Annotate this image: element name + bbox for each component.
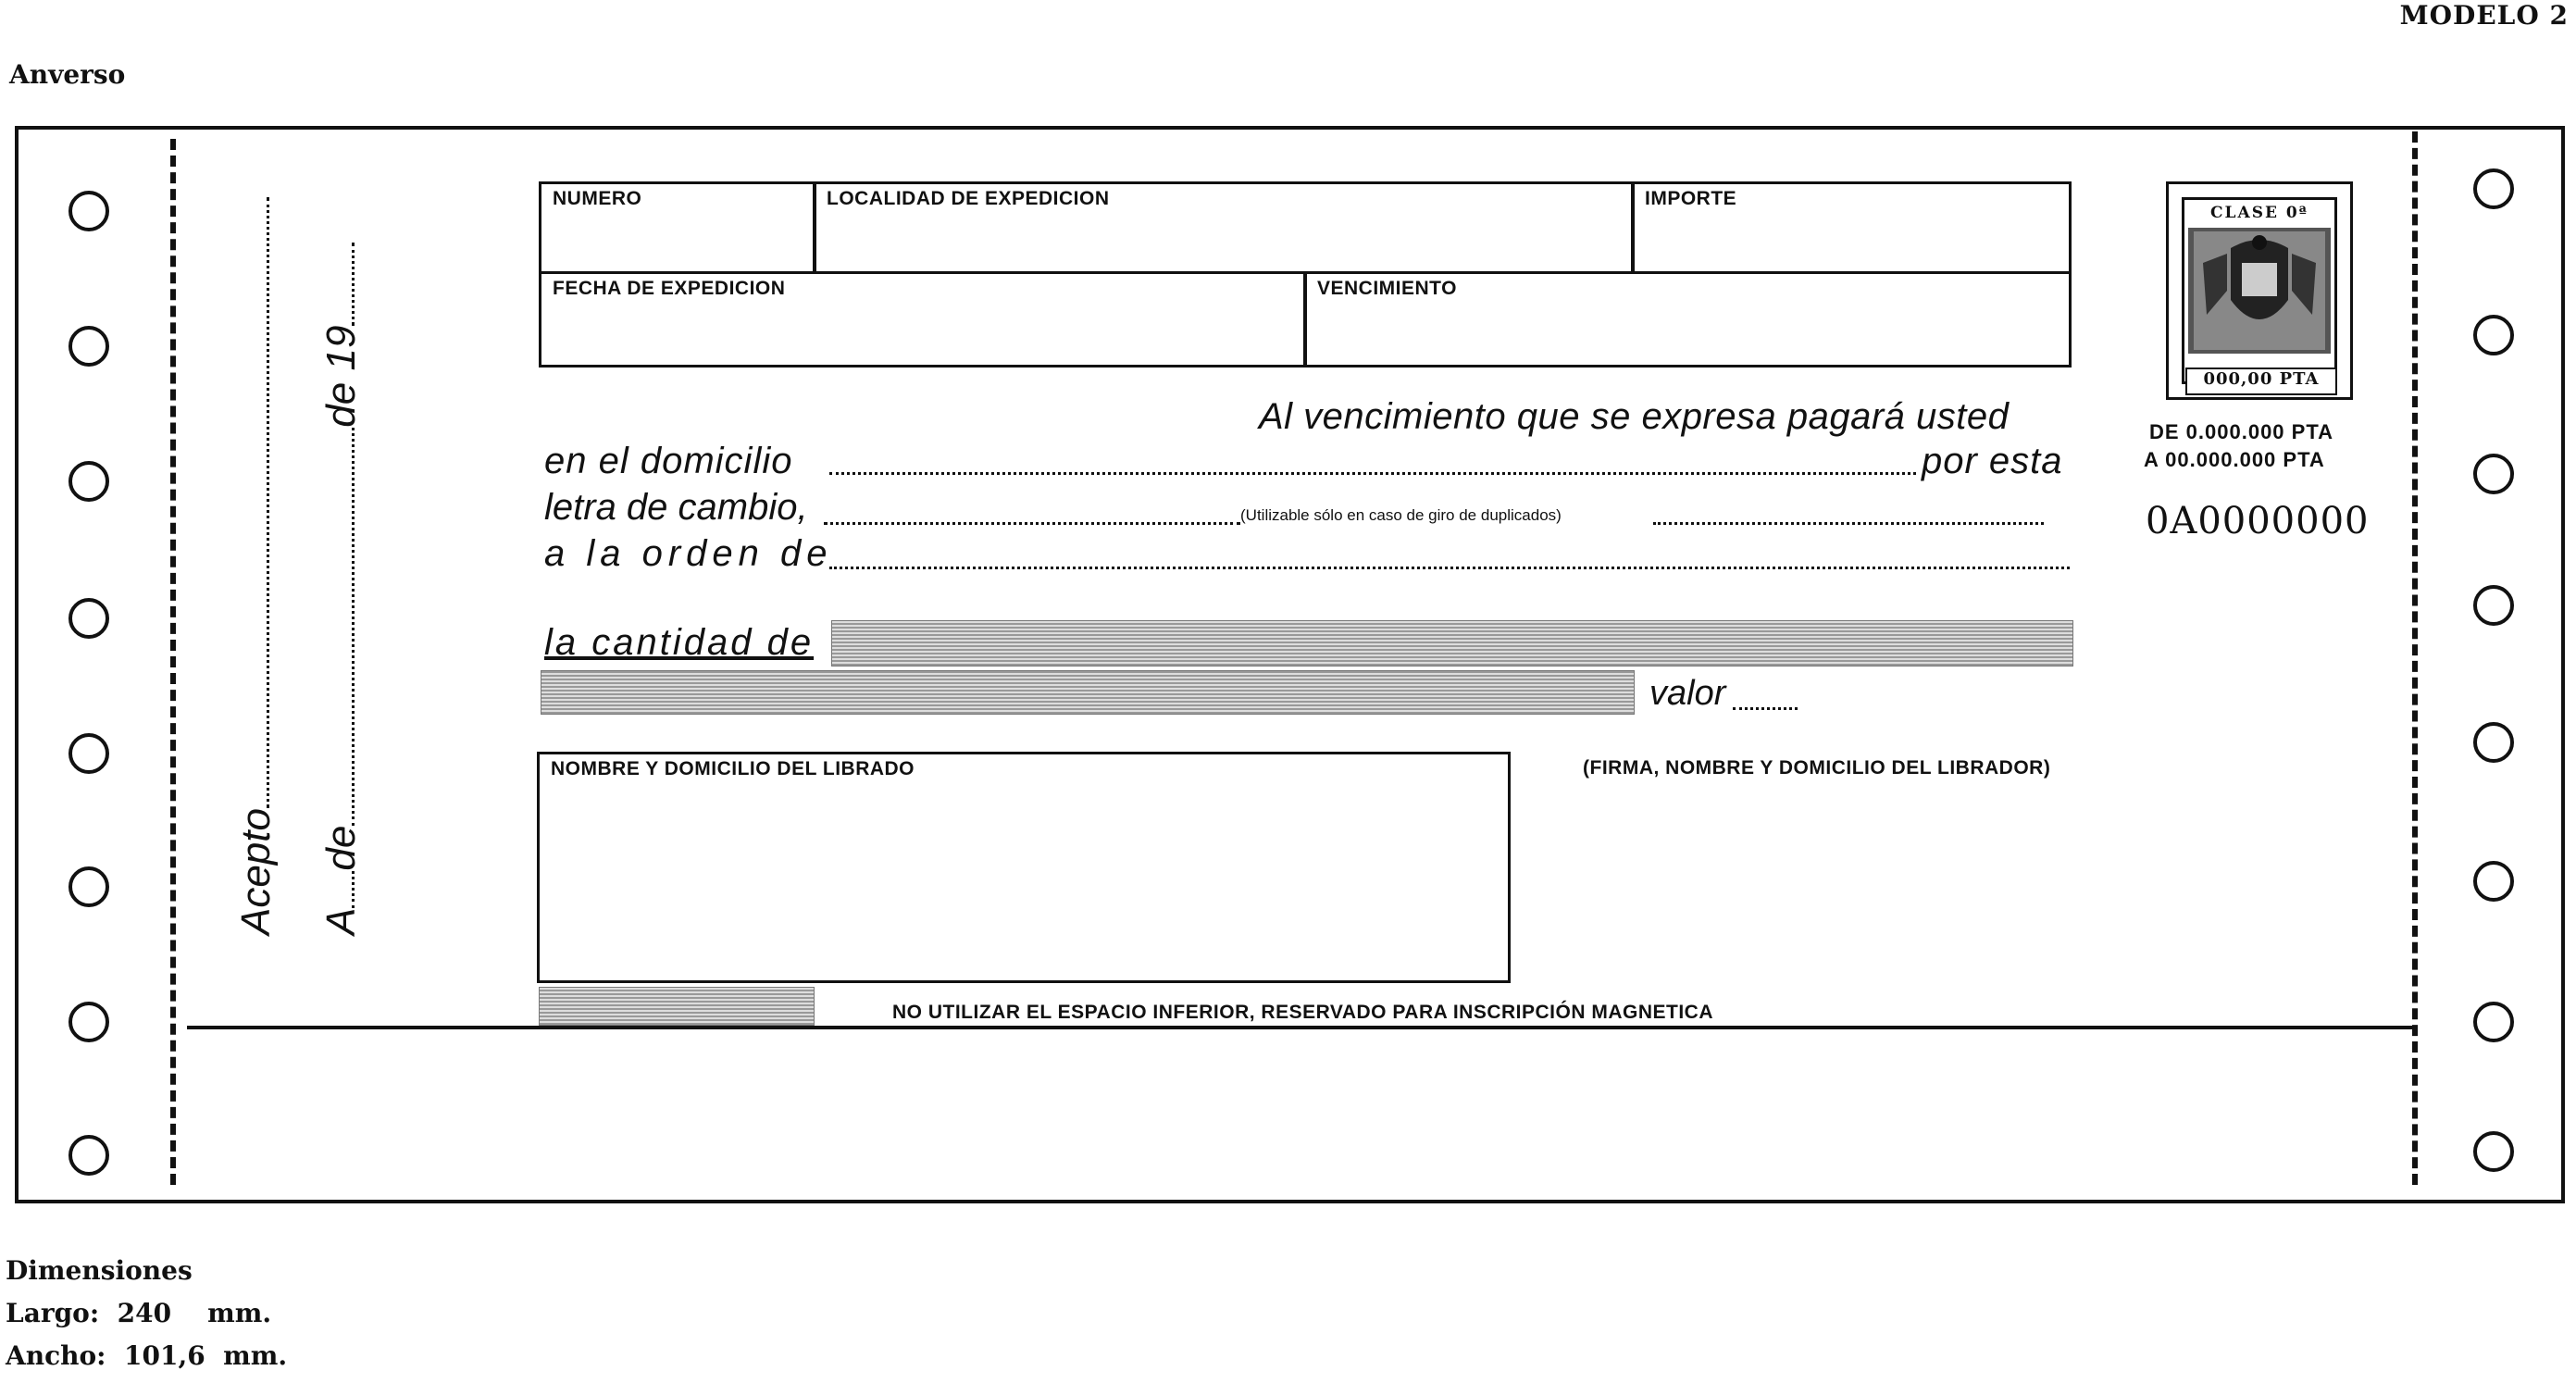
por-esta-label: por esta	[1922, 441, 2063, 481]
de19-label: de 19	[318, 325, 364, 428]
sprocket-hole	[2473, 1131, 2514, 1172]
sprocket-hole	[68, 326, 109, 367]
acepto-label: Acepto	[233, 808, 279, 935]
cantidad-label: la cantidad de	[544, 622, 815, 663]
coat-of-arms-icon	[2184, 226, 2334, 355]
orden-line[interactable]	[829, 567, 2070, 569]
sprocket-hole	[2473, 585, 2514, 626]
sprocket-hole	[68, 866, 109, 907]
stamp-value: 000,00 PTA	[2185, 368, 2337, 395]
ancho-value: Ancho: 101,6 mm.	[6, 1340, 288, 1371]
a-line	[352, 871, 355, 908]
dimensions-block	[6, 1250, 287, 1377]
model-label: MODELO 2	[2399, 0, 2569, 31]
left-perforation	[170, 139, 176, 1185]
sprocket-hole	[68, 1002, 109, 1042]
range-from: DE 0.000.000 PTA	[2149, 420, 2334, 443]
magnetic-shade	[539, 987, 815, 1026]
stamp-inner-frame	[2182, 197, 2337, 384]
dimensions-title: Dimensiones	[6, 1255, 193, 1286]
a-label: A	[318, 907, 364, 935]
localidad-box[interactable]	[813, 181, 1635, 274]
de-line	[352, 428, 355, 826]
amount-words-field[interactable]	[831, 620, 2073, 667]
right-perforation	[2412, 131, 2418, 1185]
fecha-label: FECHA DE EXPEDICION	[553, 278, 786, 299]
vencimiento-label: VENCIMIENTO	[1317, 278, 1457, 299]
fecha-box[interactable]	[539, 271, 1307, 368]
de-label: de	[318, 825, 364, 871]
localidad-label: LOCALIDAD DE EXPEDICION	[827, 188, 1110, 209]
sprocket-hole	[2473, 168, 2514, 209]
sprocket-hole	[2473, 315, 2514, 355]
sprocket-hole	[2473, 722, 2514, 763]
librado-box[interactable]	[537, 752, 1511, 983]
acceptance-date-field	[318, 243, 365, 935]
valor-line[interactable]	[1733, 707, 1798, 710]
sprocket-hole	[68, 461, 109, 502]
fiscal-stamp	[2166, 181, 2353, 400]
sprocket-hole	[2473, 1002, 2514, 1042]
side-heading: Anverso	[9, 59, 126, 90]
stamp-class: CLASE 0ª	[2210, 204, 2308, 222]
letra-line-b[interactable]	[1653, 522, 2044, 525]
magnetic-line	[187, 1026, 2412, 1029]
magnetic-notice: NO UTILIZAR EL ESPACIO INFERIOR, RESERVADO PARA INSCRIPCIÓN MAGNETICA	[892, 1002, 1713, 1023]
vencimiento-box[interactable]	[1303, 271, 2072, 368]
sprocket-hole	[68, 191, 109, 231]
acceptance-field	[233, 197, 280, 935]
de19-line	[352, 243, 355, 326]
librado-label: NOMBRE Y DOMICILIO DEL LIBRADO	[551, 758, 915, 779]
letra-line-a[interactable]	[824, 522, 1240, 525]
sprocket-hole	[68, 598, 109, 639]
range-to: A 00.000.000 PTA	[2144, 448, 2325, 471]
numero-box[interactable]	[539, 181, 816, 274]
letra-label: letra de cambio,	[544, 487, 808, 528]
payment-instruction: Al vencimiento que se expresa pagará usted	[1259, 396, 2010, 437]
amount-words-field-2[interactable]	[541, 670, 1635, 715]
domicilio-line[interactable]	[829, 472, 1916, 475]
sprocket-hole	[2473, 861, 2514, 902]
domicilio-label: en el domicilio	[544, 441, 793, 481]
importe-label: IMPORTE	[1645, 188, 1737, 209]
librador-label: (FIRMA, NOMBRE Y DOMICILIO DEL LIBRADOR)	[1583, 757, 2051, 779]
valor-label: valor	[1649, 674, 1726, 713]
sprocket-hole	[68, 733, 109, 774]
numero-label: NUMERO	[553, 188, 642, 209]
importe-box[interactable]	[1631, 181, 2072, 274]
largo-value: Largo: 240 mm.	[6, 1298, 272, 1328]
sprocket-hole	[68, 1135, 109, 1176]
acepto-line	[267, 197, 269, 808]
orden-label: a la orden de	[544, 533, 833, 574]
sprocket-hole	[2473, 454, 2514, 494]
duplicados-note: (Utilizable sólo en caso de giro de duplicados)	[1240, 506, 1562, 524]
serial-number: 0A0000000	[2146, 500, 2370, 542]
